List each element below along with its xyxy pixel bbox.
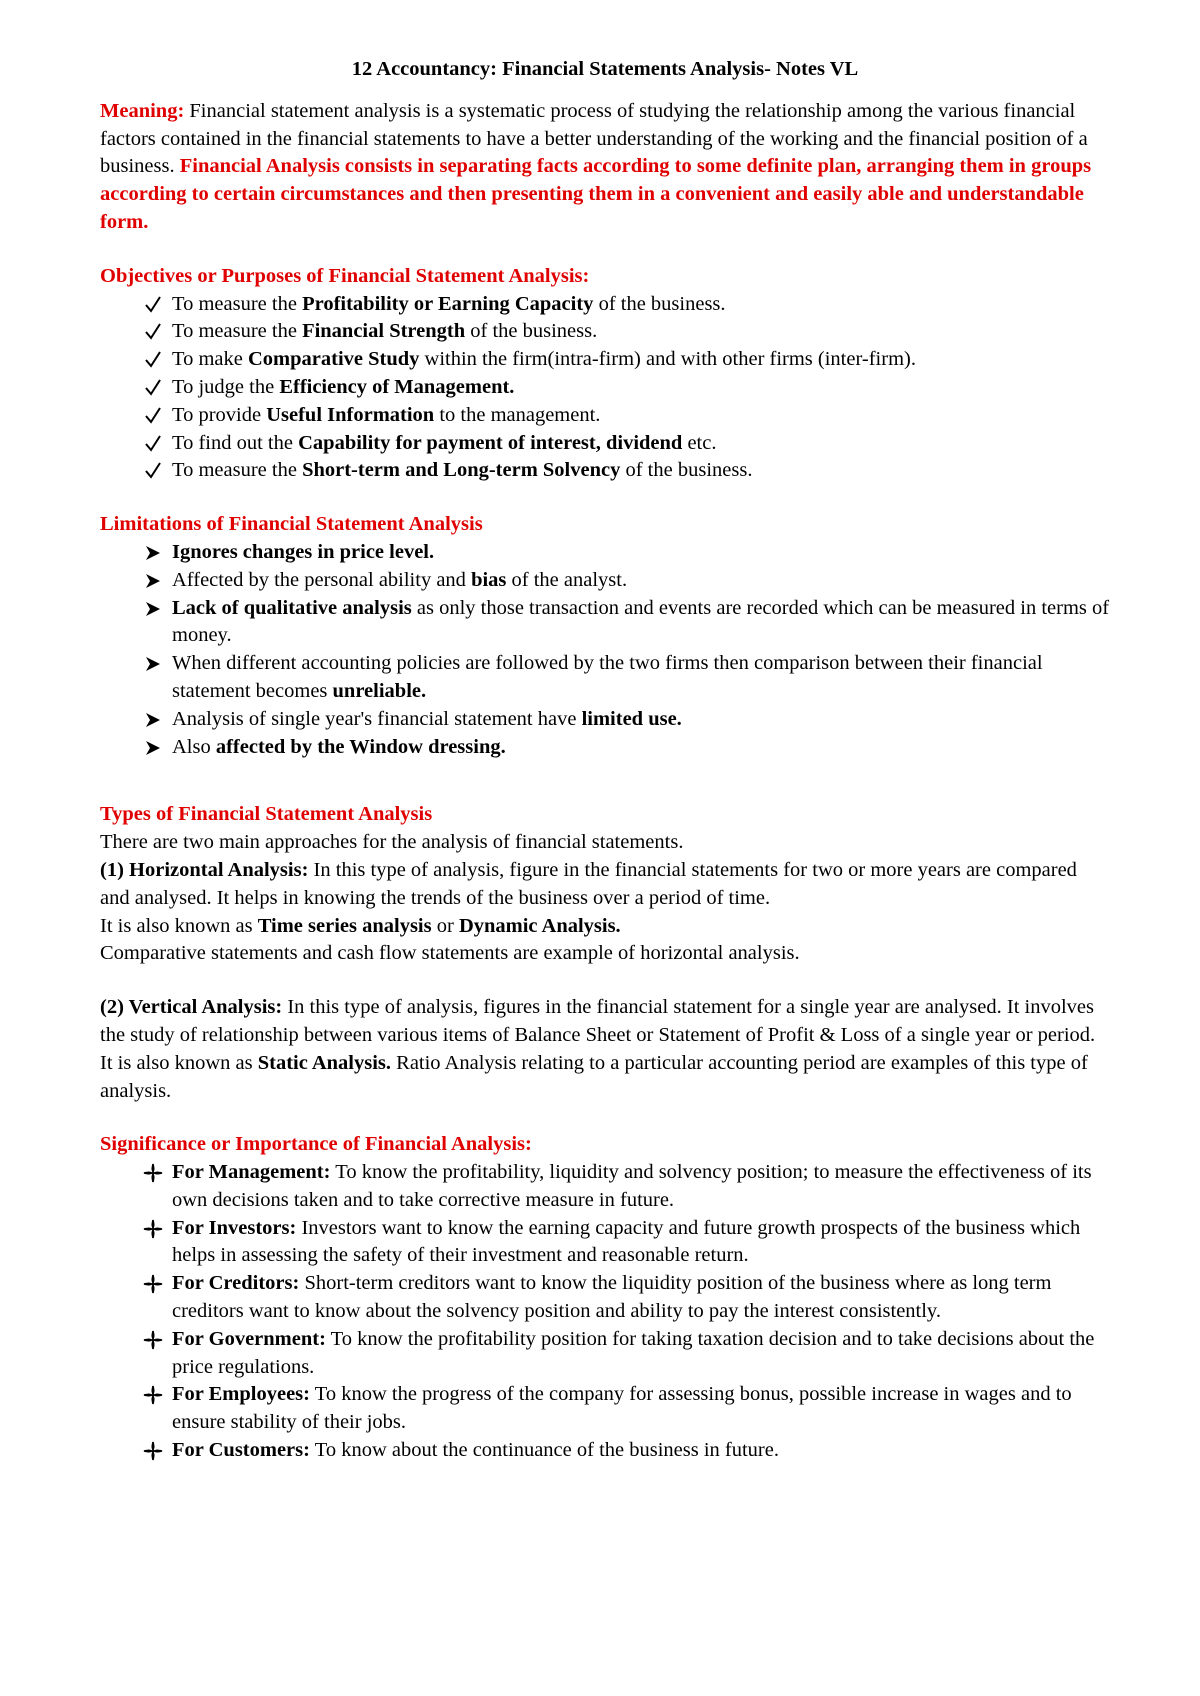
list-item: Ignores changes in price level. xyxy=(100,539,1110,567)
types-heading: Types of Financial Statement Analysis xyxy=(100,803,433,826)
check-icon xyxy=(142,318,164,344)
meaning-emphasis: Financial Analysis consists in separating facts according to some definite plan, arranging them in groups according to certain circumstances and then presenting them in a convenient and easily able and understandable form. xyxy=(100,155,1092,233)
list-item: Lack of qualitative analysis as only those transaction and events are recorded which can be measured in terms of money. xyxy=(100,595,1110,651)
list-item: To make Comparative Study within the firm(intra-firm) and with other firms (inter-firm). xyxy=(100,346,1110,374)
diamond-bullet-icon xyxy=(142,1326,164,1352)
types-intro: There are two main approaches for the analysis of financial statements. xyxy=(100,831,684,854)
list-item: Analysis of single year's financial statement have limited use. xyxy=(100,706,1110,734)
list-item: For Investors: Investors want to know the earning capacity and future growth prospects of the business which helps in assessing the safety of their investment and reasonable return. xyxy=(100,1215,1110,1271)
check-icon xyxy=(142,374,164,400)
objectives-list xyxy=(100,291,1110,486)
limitations-heading: Limitations of Financial Statement Analysis xyxy=(100,513,483,536)
list-item: Affected by the personal ability and bias of the analyst. xyxy=(100,567,1110,595)
check-icon xyxy=(142,291,164,317)
list-item: To provide Useful Information to the management. xyxy=(100,402,1110,430)
check-icon xyxy=(142,346,164,372)
list-item: To measure the Short-term and Long-term Solvency of the business. xyxy=(100,457,1110,485)
diamond-bullet-icon xyxy=(142,1437,164,1463)
list-item: To measure the Financial Strength of the business. xyxy=(100,318,1110,346)
diamond-bullet-icon xyxy=(142,1215,164,1241)
list-item: To judge the Efficiency of Management. xyxy=(100,374,1110,402)
horizontal-analysis-label: (1) Horizontal Analysis: xyxy=(100,858,309,881)
horizontal-analysis-paragraph: (1) Horizontal Analysis: In this type of analysis, figure in the financial statements for two or more years are compared and analysed. It helps in knowing the trends of the business over a period of time. xyxy=(100,858,1077,909)
page-title: 12 Accountancy: Financial Statements Analysis- Notes VL xyxy=(351,58,859,80)
diamond-bullet-icon xyxy=(142,1159,164,1185)
check-icon xyxy=(142,402,164,428)
list-item: For Customers: To know about the continuance of the business in future. xyxy=(100,1437,1110,1465)
diamond-bullet-icon xyxy=(142,1381,164,1407)
arrow-bullet-icon xyxy=(142,734,164,760)
limitations-list xyxy=(100,539,1110,761)
meaning-label: Meaning: xyxy=(100,99,185,122)
arrow-bullet-icon xyxy=(142,595,164,621)
list-item: To find out the Capability for payment of interest, dividend etc. xyxy=(100,430,1110,458)
list-item: For Creditors: Short-term creditors want to know the liquidity position of the business where as long term creditors want to know about the solvency position and ability to pay the interest consistently. xyxy=(100,1270,1110,1326)
objectives-heading: Objectives or Purposes of Financial Statement Analysis: xyxy=(100,264,590,287)
significance-list xyxy=(100,1159,1110,1465)
arrow-bullet-icon xyxy=(142,567,164,593)
meaning-text: Financial statement analysis is a systematic process of studying the relationship among the various financial factors contained in the financial statements to have a better understanding of the working and the financial position of a business. xyxy=(100,99,1088,178)
list-item: Also affected by the Window dressing. xyxy=(100,734,1110,762)
arrow-bullet-icon xyxy=(142,650,164,676)
arrow-bullet-icon xyxy=(142,539,164,565)
arrow-bullet-icon xyxy=(142,706,164,732)
significance-heading: Significance or Importance of Financial Analysis: xyxy=(100,1133,532,1156)
vertical-aka: It is also known as Static Analysis. Ratio Analysis relating to a particular accounting period are examples of this type of analysis. xyxy=(100,1051,1088,1102)
vertical-analysis-paragraph: (2) Vertical Analysis: In this type of analysis, figures in the financial statement for a single year are analysed. It involves the study of relationship between various items of Balance Sheet or Statement of Profit & Loss of a single year or period. xyxy=(100,996,1096,1046)
meaning-paragraph xyxy=(100,98,1110,237)
vertical-analysis-label: (2) Vertical Analysis: xyxy=(100,996,283,1019)
list-item: For Employees: To know the progress of the company for assessing bonus, possible increase in wages and to ensure stability of their jobs. xyxy=(100,1381,1110,1437)
list-item: For Government: To know the profitability position for taking taxation decision and to take decisions about the price regulations. xyxy=(100,1326,1110,1382)
diamond-bullet-icon xyxy=(142,1270,164,1296)
list-item: To measure the Profitability or Earning Capacity of the business. xyxy=(100,291,1110,319)
list-item: For Management: To know the profitability, liquidity and solvency position; to measure the effectiveness of its own decisions taken and to take corrective measure in future. xyxy=(100,1159,1110,1215)
list-item: When different accounting policies are followed by the two firms then comparison between their financial statement becomes unreliable. xyxy=(100,650,1110,706)
document-page xyxy=(100,56,1110,1465)
check-icon xyxy=(142,457,164,483)
horizontal-aka: It is also known as Time series analysis or Dynamic Analysis. xyxy=(100,914,621,937)
check-icon xyxy=(142,430,164,456)
horizontal-note: Comparative statements and cash flow statements are example of horizontal analysis. xyxy=(100,942,800,965)
